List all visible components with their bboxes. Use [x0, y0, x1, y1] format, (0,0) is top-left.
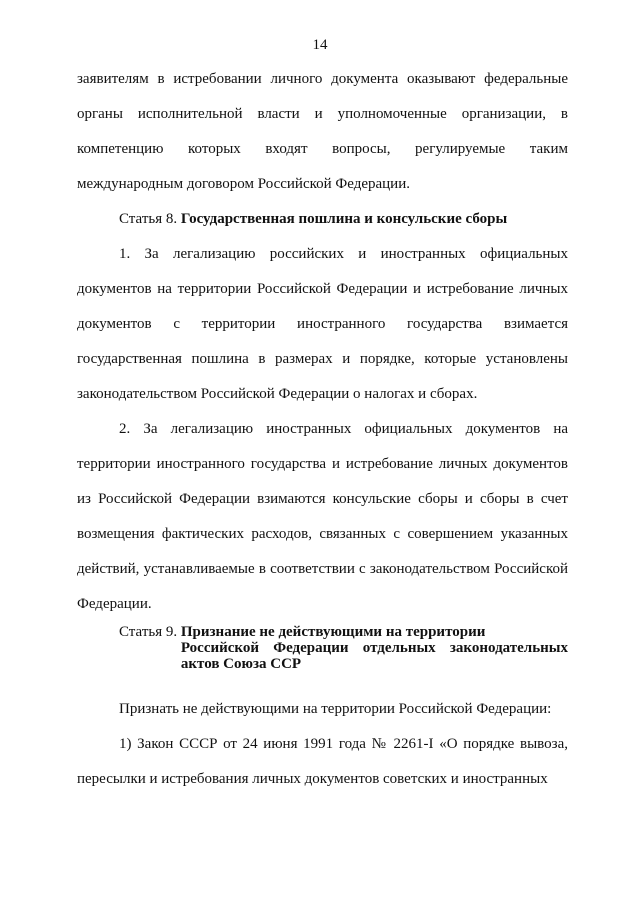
article-8-label: Статья 8. [119, 211, 178, 227]
article-9-label: Статья 9. [119, 624, 181, 640]
article-8-heading [77, 202, 568, 237]
article-9-title-line-1: Признание не действующими на территории [180, 624, 486, 640]
article-9-title [181, 624, 568, 672]
document-body [77, 62, 568, 797]
article-9-heading [77, 624, 568, 672]
article-9-title-line-3: актов Союза ССР [180, 656, 302, 672]
page-number: 14 [312, 37, 328, 53]
article-9-title-line-2: Российской Федерации отдельных законодательных [180, 640, 568, 656]
article-8-title: Государственная пошлина и консульские сборы [180, 211, 508, 227]
paragraph-intro: заявителям в истребовании личного документа оказывают федеральные органы исполнительной власти и уполномоченные организации, в компетенцию которых входят вопросы, регулируемые таким международным договором Российской Федерации. [77, 71, 568, 192]
article-9-paragraph-1: 1) Закон СССР от 24 июня 1991 года № 2261-I «О порядке вывоза, пересылки и истребования личных документов советских и иностранных [77, 736, 568, 787]
article-9-paragraph-0: Признать не действующими на территории Российской Федерации: [119, 701, 552, 717]
article-8-paragraph-2: 2. За легализацию иностранных официальных документов на территории иностранного государства и истребование личных документов из Российской Федерации взимаются консульские сборы и сборы в счет возмещения фактических расходов, связанных с совершением указанных действий, устанавливаемые в соответствии с законодательством Российской Федерации. [77, 421, 568, 612]
article-8-paragraph-1: 1. За легализацию российских и иностранных официальных документов на территории Российской Федерации и истребование личных документов с территории иностранного государства взимается государственная пошлина в размерах и порядке, которые установлены законодательством Российской Федерации о налогах и сборах. [77, 246, 568, 402]
